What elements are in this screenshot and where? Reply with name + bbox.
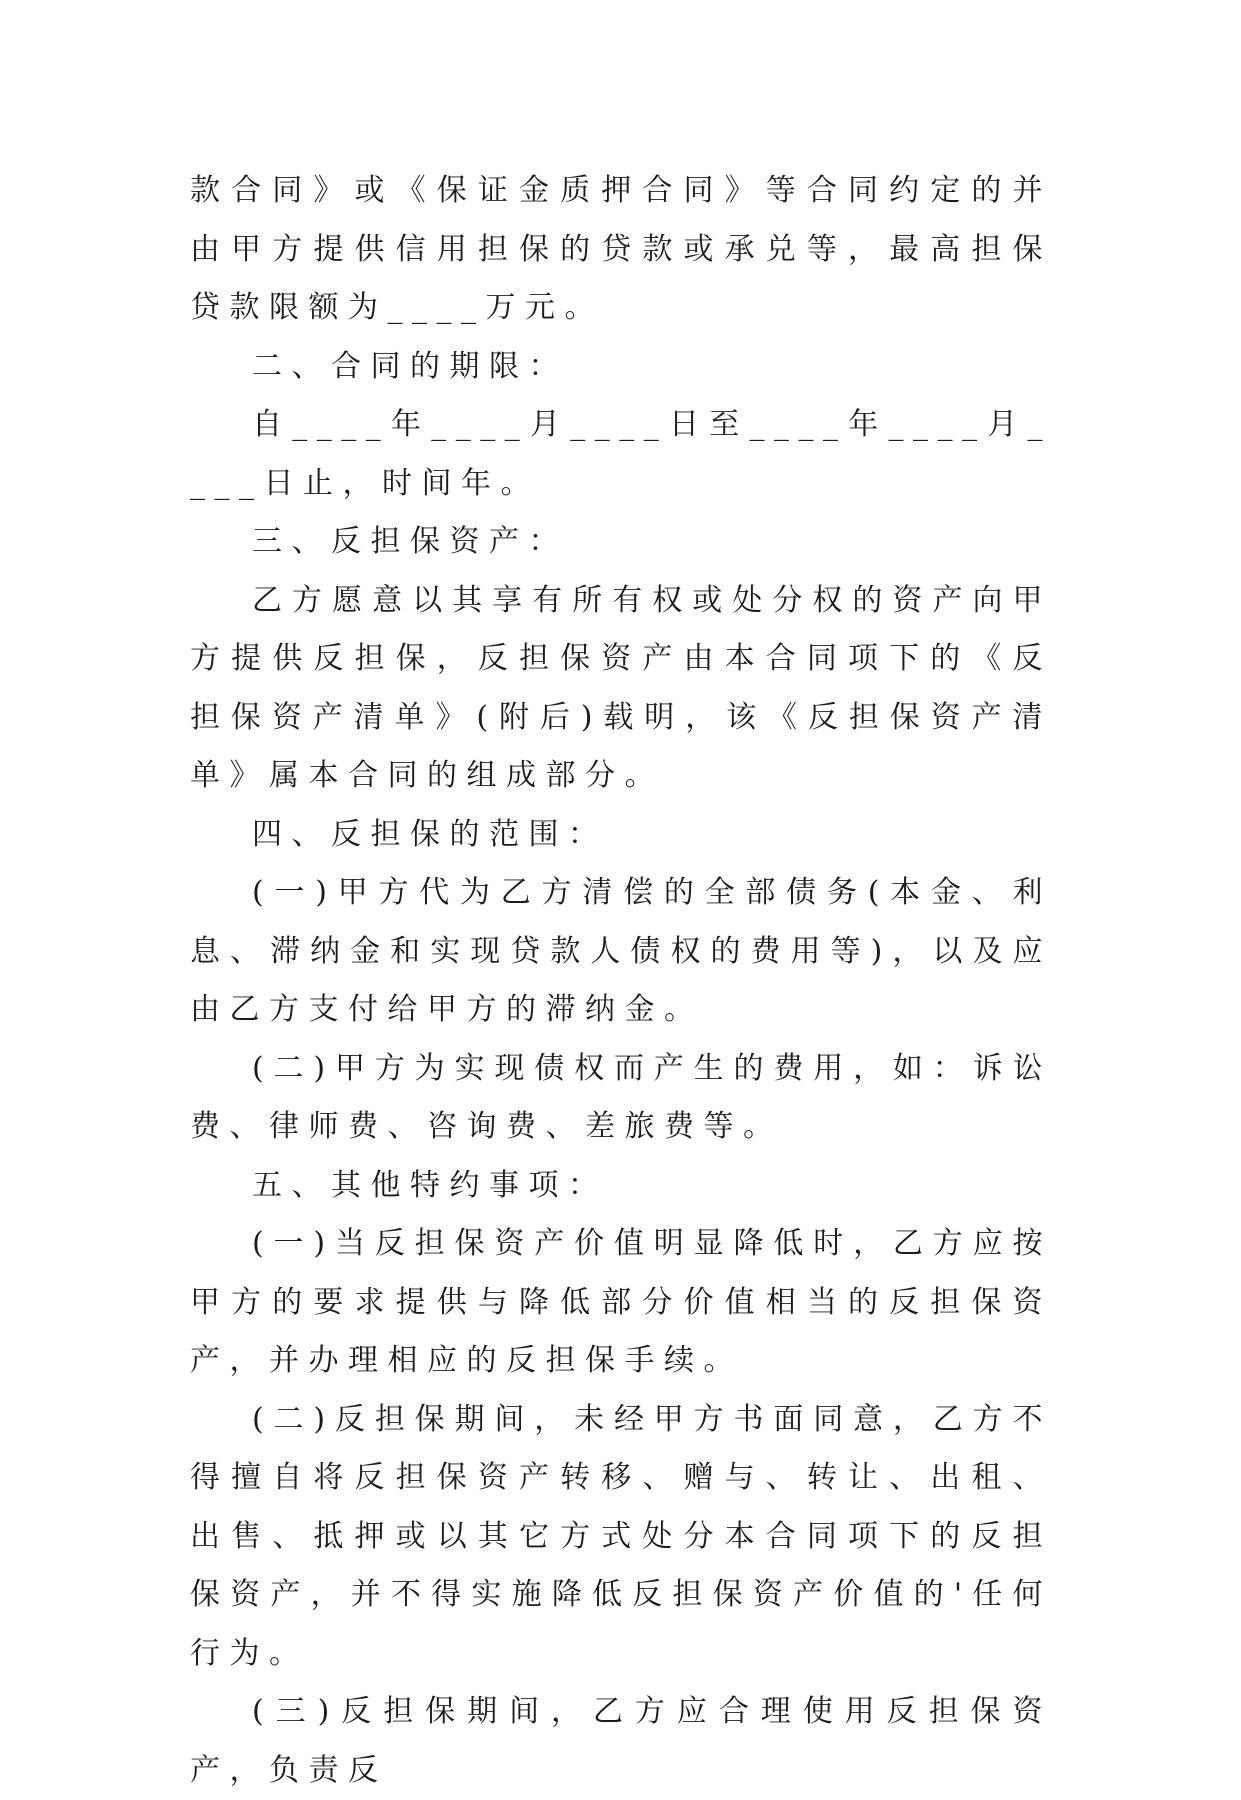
heading-special-terms: 五、其他特约事项： [252, 1167, 608, 1203]
paragraph-counter-guarantee-assets: 乙方愿意以其享有所有权或处分权的资产向甲方提供反担保，反担保资产由本合同项下的《反担保资产清单》(附后)载明，该《反担保资产清单》属本合同的组成部分。 [190, 582, 1052, 793]
paragraph-scope-item-2: (二)甲方为实现债权而产生的费用，如：诉讼费、律师费、咨询费、差旅费等。 [190, 1050, 1052, 1144]
heading-contract-term: 二、合同的期限： [252, 348, 568, 384]
paragraph-special-term-3: (三)反担保期间，乙方应合理使用反担保资产，负责反 [190, 1694, 1052, 1788]
paragraph-scope-item-1: (一)甲方代为乙方清偿的全部债务(本金、利息、滞纳金和实现贷款人债权的费用等)，以及应由乙方支付给甲方的滞纳金。 [190, 875, 1052, 1027]
paragraph-special-term-2: (二)反担保期间，未经甲方书面同意，乙方不得擅自将反担保资产转移、赠与、转让、出租、出售、抵押或以其它方式处分本合同项下的反担保资产，并不得实施降低反担保资产价值的'任何行为。 [190, 1401, 1052, 1671]
heading-counter-guarantee-scope: 四、反担保的范围： [252, 816, 608, 852]
document-body [190, 162, 1052, 1800]
paragraph-contract-term-dates: 自____年____月____日至____年____月____日止，时间年。 [190, 407, 1052, 501]
heading-counter-guarantee-assets: 三、反担保资产： [252, 524, 568, 559]
paragraph-special-term-1: (一)当反担保资产价值明显降低时，乙方应按甲方的要求提供与降低部分价值相当的反担保资产，并办理相应的反担保手续。 [190, 1226, 1052, 1378]
paragraph-continued-loan-limit: 款合同》或《保证金质押合同》等合同约定的并由甲方提供信用担保的贷款或承兑等，最高担保贷款限额为____万元。 [190, 173, 1052, 325]
